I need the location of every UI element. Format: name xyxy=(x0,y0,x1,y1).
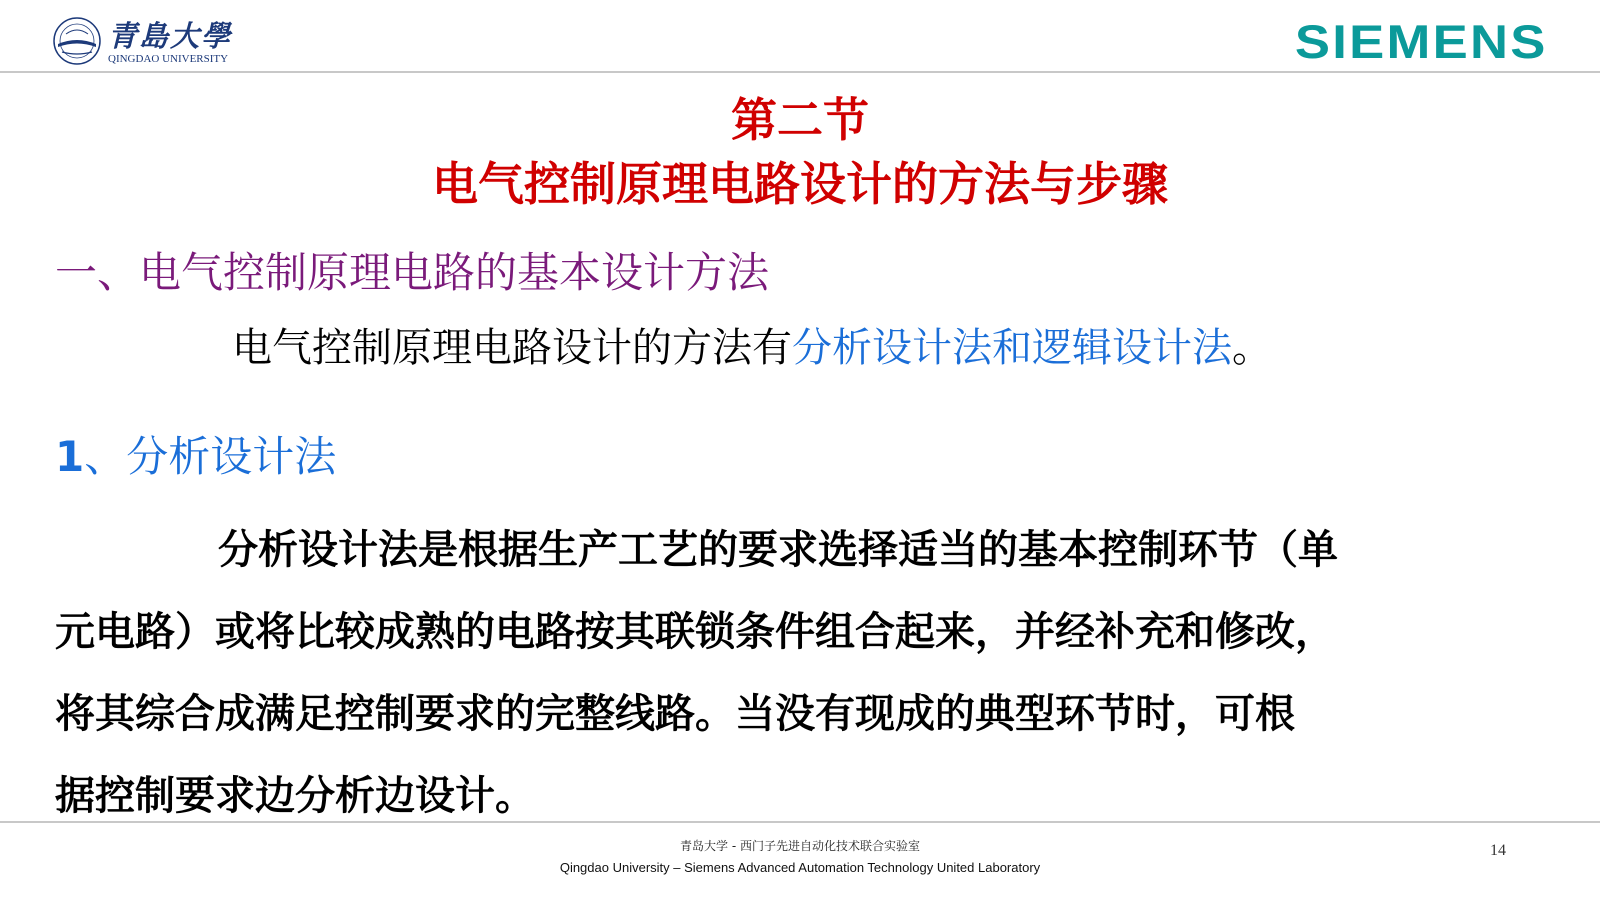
footer-lab-name-cn: 青岛大学 - 西门子先进自动化技术联合实验室 xyxy=(680,839,920,853)
slide-title-section: 第二节 xyxy=(731,93,869,147)
footer-lab-name-en: Qingdao University – Siemens Advanced Automation Technology United Laboratory xyxy=(559,860,1041,875)
intro-suffix: 。 xyxy=(1232,325,1272,371)
university-name-en: QINGDAO UNIVERSITY xyxy=(108,53,229,65)
subsection-title: 、分析设计法 xyxy=(84,432,337,481)
paragraph-line: 将其综合成满足控制要求的完整线路。当没有现成的典型环节时，可根 xyxy=(55,691,1295,737)
paragraph-line: 元电路）或将比较成熟的电路按其联锁条件组合起来，并经补充和修改， xyxy=(55,609,1335,655)
section-heading: 一、电气控制原理电路的基本设计方法 xyxy=(55,248,770,297)
header-divider xyxy=(0,71,1600,73)
intro-highlight: 分析设计法和逻辑设计法 xyxy=(792,325,1232,371)
intro-prefix: 电气控制原理电路设计的方法有 xyxy=(232,325,792,371)
intro-line xyxy=(232,316,1272,373)
subsection-number: 1 xyxy=(55,432,85,481)
page-number: 14 xyxy=(1490,842,1506,859)
university-name-cn: 青島大學 xyxy=(108,19,233,53)
university-seal-icon xyxy=(52,16,102,66)
slide-title-topic: 电气控制原理电路设计的方法与步骤 xyxy=(432,157,1168,211)
footer-divider xyxy=(0,821,1600,823)
siemens-logo: SIEMENS xyxy=(1295,15,1548,68)
subsection-heading xyxy=(55,424,336,484)
qingdao-university-logo xyxy=(52,12,282,68)
paragraph-line: 据控制要求边分析边设计。 xyxy=(55,773,535,819)
paragraph-line: 分析设计法是根据生产工艺的要求选择适当的基本控制环节（单 xyxy=(218,527,1338,573)
